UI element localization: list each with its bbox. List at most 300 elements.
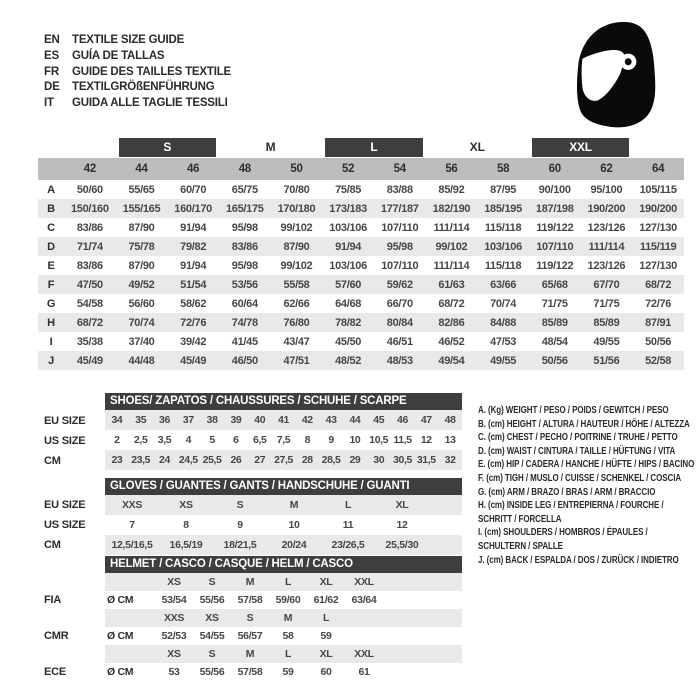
size-value: 127/130 (639, 259, 677, 272)
glove-size-value: 23/26,5 (331, 539, 365, 551)
size-value: 107/110 (381, 259, 419, 272)
row-header-eu-size: EU SIZE (44, 415, 86, 427)
measurement-row (38, 294, 684, 313)
size-value: 79/82 (167, 237, 219, 256)
shoe-size-value: 42 (301, 414, 313, 426)
size-value: 41/45 (231, 335, 258, 348)
helmet-size-value: 61/62 (313, 594, 339, 606)
language-row (44, 49, 231, 65)
legend-item (478, 418, 700, 432)
size-value: 46/50 (219, 351, 271, 370)
size-value: 99/102 (280, 221, 313, 234)
row-header-fia: FIA (44, 594, 62, 606)
size-group-label: XXL (532, 138, 629, 157)
shoe-size-value: 7,5 (276, 434, 291, 446)
size-group-xl (426, 137, 529, 158)
size-value: 123/126 (587, 259, 626, 272)
size-value: 84/88 (477, 313, 529, 332)
size-value: 35/38 (76, 335, 103, 348)
measurement-row (38, 313, 684, 332)
shoe-size-value: 10 (349, 434, 361, 446)
size-value: 119/122 (536, 259, 574, 272)
size-group-s (116, 137, 219, 158)
size-value: 87/95 (490, 183, 517, 196)
shoe-size-value: 41 (278, 414, 289, 426)
legend-item (478, 526, 700, 553)
size-value: 111/114 (581, 237, 633, 256)
size-value: 65/68 (529, 275, 581, 294)
size-value: 48/52 (322, 351, 374, 370)
shoe-size-value: 28 (301, 454, 313, 466)
measurement-row-label: I (49, 335, 53, 348)
shoes-table-rows-row (105, 410, 462, 430)
size-value: 160/170 (167, 199, 219, 218)
shoe-size-value: 36 (159, 414, 170, 426)
measurement-row-label: F (38, 275, 64, 294)
helmet-size-label: XS (167, 648, 181, 660)
glove-size-value: 9 (237, 519, 243, 531)
language-title: TEXTILGRÖßENFÜHRUNG (72, 81, 215, 94)
legend-line: G. (cm) ARM / BRAZO / BRAS / ARM / BRACCIO (478, 486, 656, 498)
shoe-size-value: 45 (373, 414, 385, 426)
helmet-size-label: XL (319, 576, 333, 588)
gloves-section (105, 478, 462, 555)
helmet-sizes-row (105, 573, 462, 591)
size-number: 46 (167, 158, 219, 180)
glove-size-value: 11 (342, 519, 354, 531)
size-value: 72/76 (167, 313, 219, 332)
size-value: 39/42 (180, 335, 207, 348)
size-value: 70/74 (116, 313, 168, 332)
legend-item (478, 486, 700, 500)
shoe-size-value: 10,5 (369, 434, 389, 446)
helmet-size-value: 59/60 (275, 594, 301, 606)
size-value: 72/76 (645, 297, 672, 310)
shoes-table-rows-row (105, 430, 462, 450)
size-number: 54 (374, 158, 426, 180)
shoes-table-rows-row (105, 450, 462, 470)
shoes-section-header: SHOES/ ZAPATOS / CHAUSSURES / SCHUHE / SCARPE (105, 393, 462, 410)
gloves-row-headers (44, 495, 85, 555)
size-value: 155/165 (116, 199, 168, 218)
legend-line: A. (Kg) WEIGHT / PESO / POIDS / GEWITCH / PESO (478, 405, 669, 416)
legend-line: D. (cm) WAIST / CINTURA / TAILLE / HÜFTUNG / VITA (478, 445, 676, 457)
shoe-size-value: 11,5 (393, 434, 412, 446)
size-value: 47/53 (490, 335, 517, 348)
measurement-row (38, 180, 684, 199)
size-value: 68/72 (632, 275, 684, 294)
helmet-table-rows (105, 573, 462, 681)
size-value: 37/40 (128, 335, 155, 348)
shoes-table-rows (105, 410, 462, 470)
size-value: 80/84 (374, 313, 426, 332)
shoe-size-value: 35 (135, 414, 147, 426)
size-value: 83/86 (219, 237, 271, 256)
shoe-size-value: 2 (114, 434, 120, 446)
size-value: 99/102 (426, 237, 478, 256)
size-value: 63/66 (477, 275, 529, 294)
size-value: 52/58 (632, 351, 684, 370)
size-value: 91/94 (322, 237, 374, 256)
legend-line: F. (cm) TIGH / MUSLO / CUISSE / SCHENKEL / COSCIA (478, 472, 682, 484)
shoe-size-value: 34 (111, 414, 123, 426)
helmet-size-value: 55/56 (199, 666, 225, 678)
size-value: 177/187 (374, 199, 426, 218)
size-value: 85/92 (438, 183, 465, 196)
size-value: 51/56 (581, 351, 633, 370)
legend-item (478, 554, 700, 568)
helmet-values-row (105, 591, 462, 609)
row-header-cmr: CMR (44, 630, 69, 642)
size-value: 64/68 (335, 297, 362, 310)
measurement-row (38, 351, 684, 370)
size-number: 62 (581, 158, 633, 180)
size-number: 50 (271, 158, 323, 180)
size-value: 47/50 (64, 275, 116, 294)
size-value: 46/51 (386, 335, 413, 348)
size-value: 45/49 (167, 351, 219, 370)
size-value: 82/86 (426, 313, 478, 332)
size-value: 47/51 (271, 351, 323, 370)
helmet-size-label: M (245, 576, 255, 588)
language-row (44, 80, 231, 96)
size-value: 99/102 (280, 259, 313, 272)
helmet-size-label: L (284, 648, 292, 660)
shoe-size-value: 47 (420, 414, 432, 426)
glove-size-value: 18/21,5 (223, 539, 257, 551)
row-header-eu-size: EU SIZE (44, 499, 86, 511)
size-value: 60/70 (180, 183, 207, 196)
size-value: 54/58 (76, 297, 103, 310)
size-value: 182/190 (426, 199, 478, 218)
shoe-size-value: 26 (230, 454, 242, 466)
size-value: 85/89 (529, 313, 581, 332)
size-value: 62/66 (283, 297, 310, 310)
size-value: 65/75 (231, 183, 258, 196)
gloves-section-header: GLOVES / GUANTES / GANTS / HANDSCHUHE / GUANTI (105, 478, 462, 495)
size-value: 61/63 (426, 275, 478, 294)
size-value: 49/55 (593, 335, 620, 348)
helmet-size-label: XS (205, 612, 219, 624)
size-value: 115/119 (632, 237, 684, 256)
size-number: 44 (116, 158, 168, 180)
size-value: 107/110 (529, 237, 581, 256)
size-value: 190/200 (581, 199, 633, 218)
size-value: 103/106 (329, 221, 367, 234)
shoe-size-value: 12 (420, 434, 432, 446)
helmet-size-label: M (245, 648, 255, 660)
measurement-legend (478, 404, 700, 567)
language-code: EN (44, 34, 60, 46)
size-number: 48 (219, 158, 271, 180)
size-value: 50/56 (645, 335, 672, 348)
size-value: 87/90 (271, 237, 323, 256)
glove-size-value: S (236, 499, 244, 511)
size-group-label: S (119, 138, 216, 157)
language-title: GUIDA ALLE TAGLIE TESSILI (72, 97, 228, 110)
size-value: 48/54 (541, 335, 568, 348)
measurement-row-label: C (47, 221, 55, 234)
size-number: 64 (632, 158, 684, 180)
gloves-table-rows-row (105, 515, 462, 535)
size-value: 95/98 (231, 259, 258, 272)
shoes-section (105, 393, 462, 470)
language-title: GUIDE DES TAILLES TEXTILE (72, 65, 231, 78)
helmet-size-label: XL (319, 648, 333, 660)
size-value: 91/94 (180, 259, 207, 272)
measurement-row (38, 256, 684, 275)
size-number-row (38, 158, 684, 180)
helmet-size-label: L (284, 576, 292, 588)
size-number: 60 (529, 158, 581, 180)
language-title: GUÍA DE TALLAS (72, 49, 165, 62)
size-value: 87/91 (632, 313, 684, 332)
helmet-size-label: S (208, 648, 216, 660)
shoe-size-value: 24 (159, 454, 170, 466)
shoe-size-value: 38 (206, 414, 218, 426)
shoe-size-value: 23,5 (131, 454, 151, 466)
shoe-size-value: 25,5 (202, 454, 222, 466)
size-value: 60/64 (231, 297, 258, 310)
size-value: 173/183 (322, 199, 374, 218)
size-value: 111/114 (433, 221, 470, 234)
size-value: 83/86 (76, 221, 103, 234)
shoe-size-value: 8 (304, 434, 311, 446)
glove-size-value: 16,5/19 (169, 539, 203, 551)
size-number: 52 (322, 158, 374, 180)
shoe-size-value: 2,5 (133, 434, 148, 446)
helmet-size-value: 53 (168, 666, 180, 678)
legend-item (478, 445, 700, 459)
row-header-us-size: US SIZE (44, 435, 86, 447)
helmet-icon (572, 20, 660, 128)
size-value: 119/122 (536, 221, 574, 234)
helmet-size-value: 53/54 (161, 594, 187, 606)
size-value: 71/75 (541, 297, 568, 310)
glove-size-value: 7 (129, 519, 135, 531)
legend-line: H. (cm) INSIDE LEG / ENTREPIERNA / FOURCHE / (478, 500, 664, 512)
size-value: 43/47 (283, 335, 310, 348)
size-number: 56 (426, 158, 478, 180)
size-group-label: XL (469, 140, 485, 154)
size-group-row (38, 137, 684, 158)
glove-size-value: 8 (183, 519, 189, 531)
size-value: 45/50 (335, 335, 362, 348)
helmet-size-label: S (208, 576, 216, 588)
shoe-size-value: 23 (111, 454, 123, 466)
shoe-size-value: 6,5 (252, 434, 267, 446)
size-value: 68/72 (438, 297, 465, 310)
helmet-size-value: 59 (320, 630, 332, 642)
helmet-sizes-row (105, 645, 462, 663)
helmet-sizes-row (105, 609, 462, 627)
shoe-size-value: 31,5 (416, 454, 436, 466)
size-value: 50/56 (529, 351, 581, 370)
shoe-size-value: 48 (444, 414, 456, 426)
size-group-spacer (632, 137, 684, 158)
helmet-size-value: 54/55 (199, 630, 225, 642)
measurement-row-label: B (38, 199, 64, 218)
size-value: 150/160 (64, 199, 116, 218)
language-code: ES (44, 49, 59, 62)
glove-size-value: 20/24 (281, 539, 307, 551)
size-group-l (322, 137, 425, 158)
shoe-size-value: 30 (373, 454, 385, 466)
size-value: 103/106 (477, 237, 529, 256)
size-number: 42 (64, 158, 116, 180)
helmet-row-headers (44, 591, 68, 699)
helmet-size-value: 52/53 (161, 630, 187, 642)
language-code: IT (44, 97, 54, 110)
helmet-size-label: XXS (163, 612, 185, 624)
corner-cell (38, 158, 64, 180)
helmet-section (105, 556, 462, 681)
language-title-list (44, 33, 231, 112)
size-value: 53/56 (219, 275, 271, 294)
size-value: 70/74 (490, 297, 517, 310)
size-value: 103/106 (329, 259, 367, 272)
textile-size-table-body (38, 137, 684, 370)
size-value: 71/75 (593, 297, 620, 310)
language-row (44, 65, 231, 81)
measurement-row-label: H (38, 313, 64, 332)
shoe-size-value: 46 (397, 414, 408, 426)
size-value: 45/49 (64, 351, 116, 370)
size-value: 85/89 (581, 313, 633, 332)
size-value: 170/180 (271, 199, 323, 218)
gloves-table-rows-row (105, 535, 462, 555)
size-value: 187/198 (529, 199, 581, 218)
shoe-size-value: 37 (182, 414, 194, 426)
glove-size-value: 25,5/30 (385, 539, 419, 551)
shoe-size-value: 9 (328, 434, 334, 446)
size-value: 75/85 (335, 183, 362, 196)
helmet-size-value: 55/56 (199, 594, 225, 606)
helmet-size-label: XXL (354, 576, 374, 588)
shoe-size-value: 27 (254, 454, 266, 466)
language-title: TEXTILE SIZE GUIDE (72, 34, 185, 46)
helmet-size-value: 58 (282, 630, 294, 642)
size-value: 165/175 (219, 199, 271, 218)
helmet-size-label: M (283, 612, 293, 624)
measurement-row (38, 199, 684, 218)
helmet-size-label: L (322, 612, 330, 624)
shoe-size-value: 29 (349, 454, 361, 466)
helmet-size-value: 57/58 (237, 666, 263, 678)
helmet-size-label: S (246, 612, 254, 624)
helmet-section-header: HELMET / CASCO / CASQUE / HELM / CASCO (105, 556, 462, 573)
size-value: 105/115 (639, 183, 677, 196)
size-value: 46/52 (438, 335, 465, 348)
size-value: 71/74 (64, 237, 116, 256)
shoe-size-value: 24,5 (178, 454, 198, 466)
size-group-xxl (529, 137, 632, 158)
shoe-size-value: 44 (349, 414, 361, 426)
legend-line: J. (cm) BACK / ESPALDA / DOS / ZURÜCK / INDIETRO (478, 554, 679, 566)
legend-item (478, 499, 700, 526)
helmet-size-value: 60 (320, 666, 332, 678)
language-row (44, 33, 231, 49)
glove-size-value: XXS (121, 499, 143, 511)
shoe-size-value: 6 (233, 434, 239, 446)
size-value: 95/98 (374, 237, 426, 256)
row-header-cm: CM (44, 539, 61, 551)
size-value: 58/62 (180, 297, 207, 310)
size-value: 66/70 (386, 297, 413, 310)
glove-size-value: 12,5/16,5 (111, 539, 153, 551)
size-value: 95/100 (590, 183, 623, 196)
size-value: 56/60 (128, 297, 155, 310)
size-value: 83/88 (386, 183, 413, 196)
glove-size-value: 12 (396, 519, 408, 531)
gloves-table-rows-row (105, 495, 462, 515)
glove-size-value: 10 (288, 519, 300, 531)
size-value: 49/55 (477, 351, 529, 370)
shoe-size-value: 40 (254, 414, 266, 426)
size-value: 49/52 (116, 275, 168, 294)
size-value: 107/110 (381, 221, 419, 234)
size-value: 115/118 (484, 221, 522, 234)
size-value: 115/118 (484, 259, 522, 272)
shoe-size-value: 27,5 (274, 454, 293, 466)
size-value: 76/80 (271, 313, 323, 332)
legend-line: B. (cm) HEIGHT / ALTURA / HAUTEUR / HÖHE / ALTEZZA (478, 418, 690, 430)
helmet-values-row (105, 663, 462, 681)
shoe-size-value: 3,5 (157, 434, 172, 446)
size-value: 123/126 (587, 221, 626, 234)
size-value: 87/90 (128, 221, 155, 234)
helmet-size-value: 59 (282, 666, 294, 678)
size-value: 83/86 (76, 259, 103, 272)
size-group-label: M (265, 140, 276, 154)
size-number: 58 (477, 158, 529, 180)
glove-size-value: M (289, 499, 299, 511)
size-value: 49/54 (426, 351, 478, 370)
size-value: 51/54 (167, 275, 219, 294)
measurement-row (38, 218, 684, 237)
size-value: 44/48 (116, 351, 168, 370)
helmet-size-label: XS (167, 576, 181, 588)
helmet-size-value: 57/58 (237, 594, 263, 606)
shoe-size-value: 39 (230, 414, 242, 426)
helmet-size-label: XXL (354, 648, 374, 660)
size-value: 50/60 (76, 183, 103, 196)
helmet-size-value: 56/57 (237, 630, 263, 642)
size-value: 48/53 (374, 351, 426, 370)
shoe-size-value: 30,5 (393, 454, 412, 466)
language-row (44, 96, 231, 112)
measurement-row-label: A (47, 183, 55, 196)
shoe-size-value: 4 (185, 434, 192, 446)
size-value: 111/114 (433, 259, 470, 272)
shoes-row-headers (44, 411, 85, 471)
helmet-values-row (105, 627, 462, 645)
size-value: 55/58 (271, 275, 323, 294)
row-header-cm: CM (44, 455, 61, 467)
size-value: 75/78 (116, 237, 168, 256)
row-header-us-size: US SIZE (44, 519, 86, 531)
size-value: 91/94 (180, 221, 207, 234)
helmet-size-value: 63/64 (351, 594, 377, 606)
size-value: 74/78 (219, 313, 271, 332)
legend-item (478, 404, 700, 418)
measurement-row (38, 275, 684, 294)
measurement-row-label: D (38, 237, 64, 256)
shoe-size-value: 43 (325, 414, 337, 426)
shoe-size-value: 32 (444, 454, 456, 466)
helmet-size-value: 61 (358, 666, 370, 678)
glove-size-value: L (344, 499, 352, 511)
